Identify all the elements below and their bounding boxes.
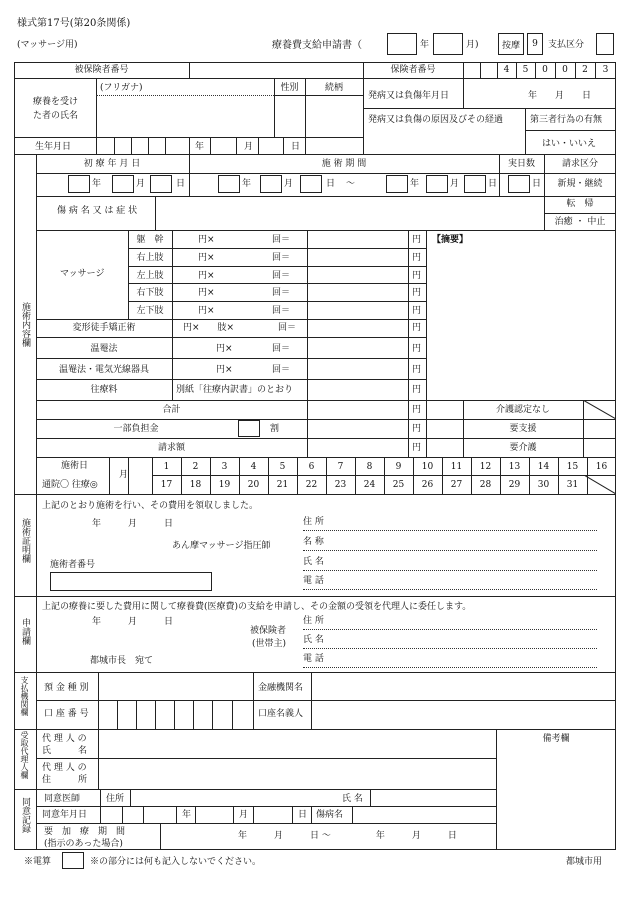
consent-section-label: 同意記録 — [20, 797, 30, 833]
application-address-label: 住 所 — [303, 616, 324, 626]
claim-year-suffix: 年 — [420, 40, 430, 50]
claim-month-suffix: 月) — [466, 40, 479, 50]
first-visit-year-input[interactable] — [68, 175, 90, 193]
third-party-value[interactable]: はい・いいえ — [542, 139, 597, 149]
proof-phone-label: 電 話 — [303, 576, 324, 586]
insured-person-label: 被保険者 — [250, 626, 287, 636]
day-number[interactable]: 1 — [163, 462, 170, 472]
bank-name-label: 金融機関名 — [258, 683, 304, 693]
massage-part-label: 左下肢 — [136, 306, 164, 317]
category-code-cell: 9 — [527, 33, 543, 55]
patient-label-2: た者の氏名 — [33, 111, 79, 121]
travel-yen-unit: 円 — [412, 385, 422, 395]
massage-yen-unit: 円 — [412, 252, 422, 263]
application-phone-label: 電 話 — [303, 654, 324, 664]
grid-month-label: 月 — [119, 470, 129, 480]
massage-part-label: 左上肢 — [136, 270, 164, 281]
day-number[interactable]: 2 — [192, 462, 199, 472]
day-number[interactable]: 5 — [279, 462, 286, 472]
travel-note: 別紙「往療内訳書」のとおり — [176, 385, 294, 395]
day-number[interactable]: 6 — [308, 462, 315, 472]
care-period-label-2: (指示のあった場合) — [44, 839, 123, 849]
agent-section-label: 受取代理人欄 — [20, 731, 29, 779]
massage-part-label: 右下肢 — [136, 288, 164, 299]
addressee: 都城市長 宛て — [90, 656, 154, 666]
application-statement: 上記の療養に要した費用に関して療養費(医療費)の支給を申請し、その金額の受領を代理人に委任します。 — [42, 602, 472, 612]
birth-label: 生年月日 — [35, 142, 72, 152]
payment-section-label: 支払機関欄 — [20, 676, 29, 716]
massage-yen-unit: 円 — [412, 270, 422, 281]
period-end-year-input[interactable] — [386, 175, 408, 193]
period-tilde: ～ — [346, 179, 356, 189]
travel-label: 往療料 — [90, 385, 118, 395]
application-name-label: 氏 名 — [303, 635, 324, 645]
remarks-column-label: 備考欄 — [542, 734, 570, 744]
day-number[interactable]: 3 — [221, 462, 228, 472]
period-end-month-input[interactable] — [426, 175, 448, 193]
proof-section-label: 施術証明欄 — [20, 518, 30, 563]
form-subtitle: (マッサージ用) — [17, 40, 78, 50]
day-number[interactable]: 20 — [247, 480, 260, 490]
care-period-label-1: 要 加 療 期 間 — [44, 827, 126, 837]
proof-statement: 上記のとおり施術を行い、その費用を領収しました。 — [42, 501, 259, 511]
care-need-label: 要介護 — [509, 443, 537, 453]
day-number[interactable]: 23 — [334, 480, 347, 490]
period-start-month-input[interactable] — [260, 175, 282, 193]
relation-label: 続柄 — [324, 83, 343, 93]
massage-yen: 円× — [198, 288, 215, 299]
day-number[interactable]: 26 — [421, 480, 434, 490]
deposit-type-label: 預 金 種 別 — [44, 683, 89, 693]
first-visit-day-input[interactable] — [150, 175, 172, 193]
day-number[interactable]: 12 — [479, 462, 492, 472]
treatment-days-label: 施術日 — [61, 461, 89, 471]
care-support-label: 要支援 — [509, 424, 537, 434]
insurer-digit: 2 — [582, 65, 588, 75]
claim-year-input[interactable] — [387, 33, 417, 55]
day-number[interactable]: 21 — [276, 480, 289, 490]
hotpack-times: 回＝ — [272, 344, 291, 354]
care-none-label: 介護認定なし — [495, 405, 550, 415]
days-count-label: 実日数 — [507, 159, 535, 169]
proof-address-label: 住 所 — [303, 517, 324, 527]
massage-yen: 円× — [198, 270, 215, 281]
application-section-label: 申請欄 — [20, 618, 30, 645]
day-number[interactable]: 30 — [537, 480, 550, 490]
category-cell: 按摩 — [498, 33, 524, 55]
massage-yen: 円× — [198, 252, 215, 263]
sex-label: 性別 — [280, 83, 299, 93]
agent-addr-label-2: 住 所 — [42, 775, 88, 785]
practitioner-number-input[interactable] — [50, 572, 212, 591]
practitioner-label: あん摩マッサージ指圧師 — [172, 541, 271, 551]
remarks-label: 【摘要】 — [432, 235, 469, 245]
deform-times: 回＝ — [278, 323, 297, 333]
day-number[interactable]: 22 — [305, 480, 318, 490]
copay-yen-unit: 円 — [412, 424, 422, 434]
day-number[interactable]: 11 — [450, 462, 463, 472]
request-class-label: 請求区分 — [561, 159, 598, 169]
day-number[interactable]: 7 — [337, 462, 344, 472]
first-visit-month-label: 月 — [136, 179, 146, 189]
practitioner-number-label: 施術者番号 — [50, 560, 96, 570]
day-number[interactable]: 4 — [250, 462, 257, 472]
care-none-slash — [583, 400, 616, 419]
insurer-digit: 0 — [542, 65, 548, 75]
period-start-year-label: 年 — [242, 179, 252, 189]
period-start-day-label: 日 — [326, 179, 336, 189]
consent-doctor-label: 同意医師 — [44, 794, 81, 804]
massage-times: 回＝ — [272, 252, 291, 263]
first-visit-year-label: 年 — [92, 179, 102, 189]
first-visit-label: 初 療 年 月 日 — [83, 159, 141, 169]
day-number[interactable]: 15 — [566, 462, 579, 472]
transfer-label: 転 帰 — [566, 199, 594, 209]
consent-disease-label: 傷病名 — [316, 810, 344, 820]
claim-label: 請求額 — [157, 443, 185, 453]
day-number[interactable]: 29 — [508, 480, 521, 490]
day-number[interactable]: 8 — [366, 462, 373, 472]
day-number[interactable]: 25 — [392, 480, 405, 490]
deform-yen-limbs: 円× 肢× — [183, 323, 235, 333]
consent-address-label: 住所 — [106, 794, 125, 804]
agent-name-label-2: 氏 名 — [42, 746, 88, 756]
massage-yen-unit: 円 — [412, 288, 422, 299]
claim-month-input[interactable] — [433, 33, 463, 55]
massage-times: 回＝ — [272, 306, 291, 317]
insurer-digit: 5 — [522, 65, 529, 75]
diagnosis-label: 傷 病 名 又 は 症 状 — [57, 206, 138, 216]
copay-rate-input[interactable] — [238, 420, 260, 437]
cure-stop-option[interactable]: 治癒 ・ 中止 — [554, 217, 606, 227]
period-start-year-input[interactable] — [218, 175, 240, 193]
period-start-day-input[interactable] — [300, 175, 322, 193]
massage-yen: 円× — [198, 235, 215, 245]
deform-yen-unit: 円 — [412, 323, 422, 333]
period-label: 施 術 期 間 — [321, 159, 367, 169]
household-head-label: (世帯主) — [252, 639, 287, 649]
furigana-label: (フリガナ) — [100, 83, 143, 93]
day-number[interactable]: 17 — [160, 480, 173, 490]
actual-days-label: 日 — [532, 179, 542, 189]
agent-name-label-1: 代 理 人 の — [42, 734, 87, 744]
payment-class-label: 支払区分 — [548, 40, 585, 50]
day-grid-slash — [584, 475, 616, 494]
day-number[interactable]: 9 — [395, 462, 402, 472]
third-party-label: 第三者行為の有無 — [530, 115, 603, 125]
onset-label: 発病又は負傷年月日 — [368, 91, 450, 101]
first-visit-month-input[interactable] — [112, 175, 134, 193]
day-number[interactable]: 28 — [479, 480, 492, 490]
hotpack-elec-times: 回＝ — [272, 365, 291, 375]
massage-times: 回＝ — [272, 270, 291, 281]
consent-day-label: 日 — [298, 810, 308, 820]
period-end-month-label: 月 — [450, 179, 460, 189]
period-start-month-label: 月 — [284, 179, 294, 189]
visit-legend: 通院〇 往療◎ — [42, 480, 98, 490]
massage-part-label: 躯 幹 — [136, 235, 164, 245]
proof-date: 年 月 日 — [92, 519, 174, 529]
hotpack-label: 温罨法 — [90, 344, 118, 354]
massage-yen-unit: 円 — [412, 306, 422, 317]
deform-label: 変形徒手矯正術 — [72, 323, 136, 333]
massage-yen-unit: 円 — [412, 235, 422, 245]
payment-class-input[interactable] — [596, 33, 614, 55]
consent-year-label: 年 — [182, 810, 192, 820]
insurer-number-label: 保険者番号 — [390, 65, 436, 75]
actual-days-input[interactable] — [508, 175, 530, 193]
insurer-digit: 4 — [503, 65, 510, 75]
birth-day-label: 日 — [291, 142, 301, 152]
patient-label-1: 療養を受け — [33, 97, 79, 107]
period-end-day-label: 日 — [488, 179, 498, 189]
hotpack-elec-yen-unit: 円 — [412, 365, 422, 375]
hotpack-elec-yen: 円× — [216, 365, 233, 375]
day-number[interactable]: 14 — [537, 462, 550, 472]
birth-year-label: 年 — [195, 142, 205, 152]
period-end-year-label: 年 — [410, 179, 420, 189]
new-continue-option[interactable]: 新規・継続 — [557, 179, 603, 189]
copay-label: 一部負担金 — [113, 424, 159, 434]
account-number-label: 口 座 番 号 — [44, 709, 89, 719]
insurer-digit: 3 — [602, 65, 609, 75]
treatment-section-label: 施術内容欄 — [20, 302, 30, 347]
consent-month-label: 月 — [239, 810, 249, 820]
insured-number-label: 被保険者番号 — [74, 65, 129, 75]
massage-times: 回＝ — [272, 235, 291, 245]
form-number: 様式第17号(第20条関係) — [17, 18, 131, 29]
day-number[interactable]: 24 — [363, 480, 376, 490]
massage-part-label: 右上肢 — [136, 252, 164, 263]
day-number[interactable]: 13 — [508, 462, 521, 472]
hotpack-yen: 円× — [216, 344, 233, 354]
calc-input[interactable] — [62, 852, 84, 869]
first-visit-day-label: 日 — [176, 179, 186, 189]
account-holder-label: 口座名義人 — [258, 709, 304, 719]
insurer-digit: 0 — [562, 65, 568, 75]
day-number[interactable]: 31 — [566, 480, 579, 490]
massage-times: 回＝ — [272, 288, 291, 299]
day-number[interactable]: 27 — [450, 480, 463, 490]
proof-title-label: 名 称 — [303, 537, 324, 547]
day-number[interactable]: 18 — [189, 480, 202, 490]
city-use-label: 都城市用 — [566, 857, 603, 867]
hotpack-yen-unit: 円 — [412, 344, 422, 354]
day-number[interactable]: 10 — [421, 462, 434, 472]
massage-label: マッサージ — [60, 269, 105, 279]
claim-yen-unit: 円 — [412, 443, 422, 453]
day-number[interactable]: 19 — [218, 480, 231, 490]
total-yen-unit: 円 — [412, 405, 422, 415]
cause-label: 発病又は負傷の原因及びその経過 — [368, 115, 504, 125]
copay-rate-unit: 割 — [270, 424, 280, 434]
form-title: 療養費支給申請書（ — [272, 40, 362, 51]
total-label: 合計 — [162, 405, 181, 415]
care-period-value: 年 月 日 ～ 年 月 日 — [238, 831, 457, 841]
application-date: 年 月 日 — [92, 617, 174, 627]
massage-yen: 円× — [198, 306, 215, 317]
agent-addr-label-1: 代 理 人 の — [42, 763, 87, 773]
day-number[interactable]: 16 — [595, 462, 608, 472]
proof-name-label: 氏 名 — [303, 557, 324, 567]
onset-date: 年 月 日 — [528, 91, 592, 101]
period-end-day-input[interactable] — [464, 175, 486, 193]
hotpack-elec-label: 温罨法・電気光線器具 — [58, 365, 149, 375]
consent-doctor-name-label: 氏 名 — [342, 794, 363, 804]
calc-label: ※電算 — [24, 857, 52, 867]
consent-date-label: 同意年月日 — [42, 810, 88, 820]
birth-month-label: 月 — [244, 142, 254, 152]
footer-note: ※の部分には何も記入しないでください。 — [90, 857, 262, 867]
